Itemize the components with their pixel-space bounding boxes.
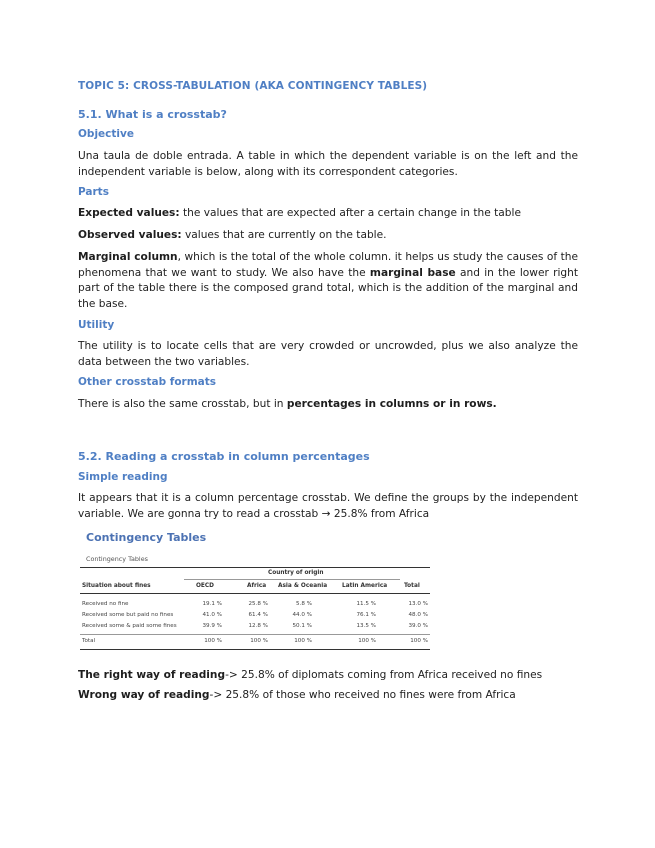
section1-heading: 5.1. What is a crosstab?: [78, 108, 227, 121]
table-cell: 76.1 %: [356, 612, 376, 618]
col-header-latin-america: Latin America: [342, 583, 388, 589]
wrong-reading-label: Wrong way of reading: [78, 689, 210, 701]
row-label: Total: [82, 638, 96, 644]
table-cell: 13.0 %: [408, 601, 428, 607]
table-cell: 12.8 %: [248, 623, 268, 629]
observed-values-label: Observed values:: [78, 229, 182, 241]
table-cell: 100 %: [250, 638, 268, 644]
row-label: Received some but paid no fines: [82, 612, 174, 618]
marginal-base-label: marginal base: [369, 266, 456, 279]
col-header-africa: Africa: [247, 583, 267, 589]
table-cell: 39.9 %: [202, 623, 222, 629]
parts-heading: Parts: [78, 186, 109, 198]
table-cell: 41.0 %: [202, 612, 222, 618]
right-reading-label: The right way of reading: [78, 669, 226, 681]
contingency-table-image: [80, 528, 434, 654]
right-reading-text: -> 25.8% of diplomats coming from Africa received no fines: [225, 669, 543, 681]
observed-values-text: values that are currently on the table.: [181, 229, 387, 241]
right-reading-paragraph: [78, 668, 578, 684]
simple-reading-heading: Simple reading: [78, 471, 168, 483]
table-cell: 100 %: [410, 638, 428, 644]
table-cell: 11.5 %: [356, 601, 376, 607]
table-cell: 61.4 %: [248, 612, 268, 618]
wrong-reading-text: -> 25.8% of those who received no fines were from Africa: [209, 689, 516, 701]
table-cell: 48.0 %: [408, 612, 428, 618]
table-cell: 100 %: [204, 638, 222, 644]
table-cell: 19.1 %: [202, 601, 222, 607]
table-cell: 44.0 %: [292, 612, 312, 618]
row-header: Situation about fines: [82, 583, 151, 589]
objective-text: Una taula de doble entrada. A table in which the dependent variable is on the left and the independent variable is below, along with its correspondent categories.: [78, 150, 578, 178]
expected-values-text: the values that are expected after a certain change in the table: [179, 207, 521, 219]
row-label: Received no fine: [82, 601, 129, 607]
table-cell: 100 %: [294, 638, 312, 644]
wrong-reading-paragraph: [78, 688, 578, 704]
observed-values-paragraph: [78, 228, 578, 244]
other-formats-text: There is also the same crosstab, but in: [78, 398, 287, 410]
group-header-rule: [184, 579, 400, 580]
marginal-column-paragraph: [78, 250, 578, 312]
table-cell: 50.1 %: [292, 623, 312, 629]
table-cell: 39.0 %: [408, 623, 428, 629]
table-cell: 100 %: [358, 638, 376, 644]
table-cell: 25.8 %: [248, 601, 268, 607]
objective-heading: Objective: [78, 128, 134, 140]
table-bottom-rule: [80, 649, 430, 650]
table-cell: 13.5 %: [356, 623, 376, 629]
marginal-column-label: Marginal column: [78, 251, 178, 263]
topic-title: TOPIC 5: CROSS-TABULATION (AKA CONTINGENCY TABLES): [78, 80, 428, 92]
contingency-table: [80, 567, 434, 654]
row-label: Received some & paid some fines: [82, 623, 177, 629]
utility-heading: Utility: [78, 319, 115, 331]
group-header: Country of origin: [268, 570, 324, 576]
contingency-table-subtitle: Contingency Tables: [86, 555, 148, 563]
col-header-total: Total: [404, 583, 420, 589]
marginal-column-text-1: , which is the total of the whole column. it helps us study the causes of the phenomena that we want to study. We also have the: [78, 251, 578, 279]
other-formats-bold: percentages in columns or in rows.: [286, 398, 497, 410]
col-header-asia: Asia & Oceania: [278, 583, 328, 589]
simple-reading-text: It appears that it is a column percentage crosstab. We define the groups by the independent variable. We are gonna try to read a crosstab → 25.8% from Africa: [78, 492, 578, 520]
expected-values-label: Expected values:: [78, 207, 180, 219]
section2-heading: 5.2. Reading a crosstab in column percentages: [78, 450, 370, 463]
contingency-table-title: Contingency Tables: [86, 531, 207, 544]
other-formats-heading: Other crosstab formats: [78, 376, 217, 388]
table-cell: 5.8 %: [296, 601, 312, 607]
other-formats-paragraph: [78, 397, 578, 413]
marginal-column-text-2: and in the lower right part of the table there is the composed grand total, which is the addition of the marginal and the base.: [78, 266, 578, 310]
col-header-oecd: OECD: [196, 583, 214, 589]
table-top-rule: [80, 567, 430, 568]
utility-text: The utility is to locate cells that are very crowded or uncrowded, plus we also analyze the data between the two variables.: [78, 340, 578, 368]
table-header-rule: [80, 593, 430, 594]
expected-values-paragraph: [78, 206, 578, 222]
total-separator: [80, 634, 430, 635]
